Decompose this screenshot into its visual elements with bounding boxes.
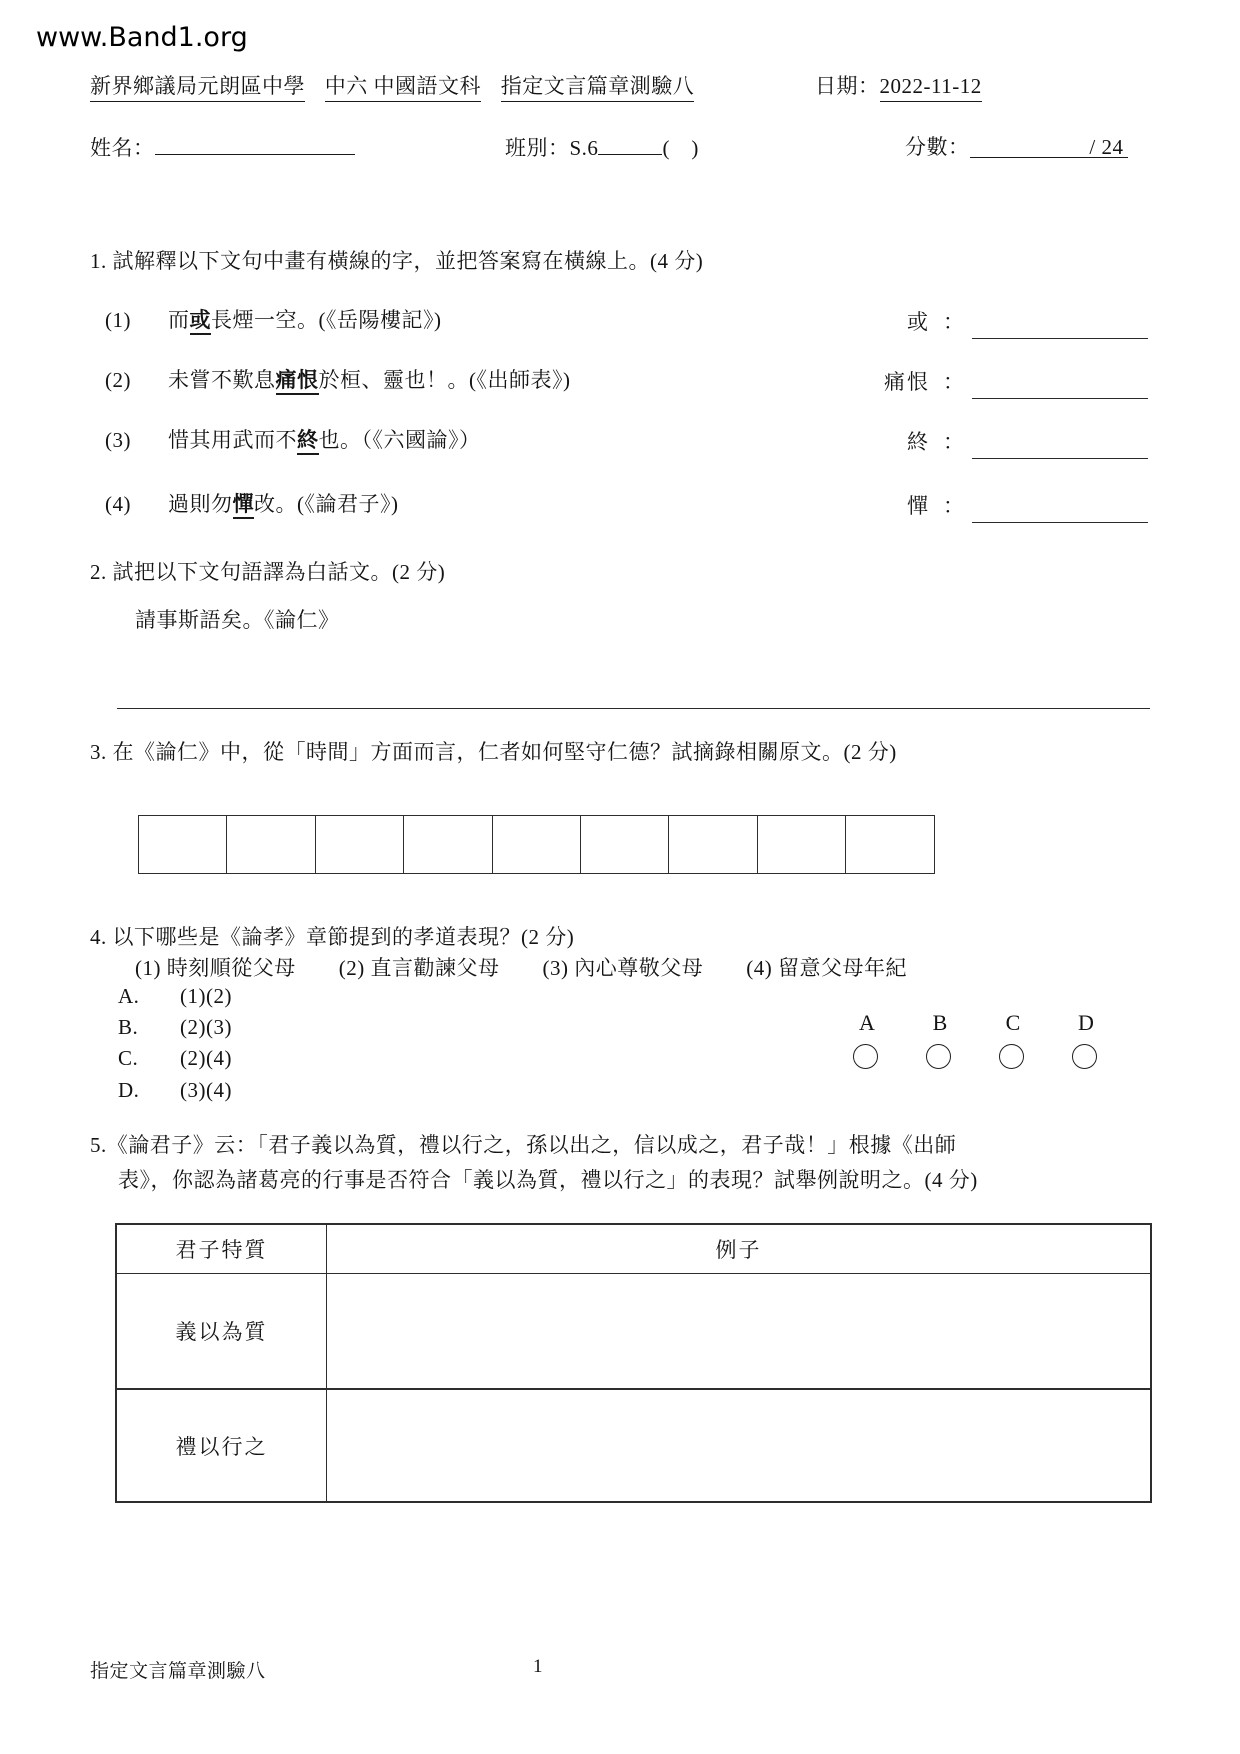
header-title-row bbox=[90, 70, 694, 100]
choice-letter: C. bbox=[118, 1046, 139, 1070]
grid-cell[interactable] bbox=[403, 815, 493, 874]
sentence-text: 也。（《六國論》） bbox=[318, 428, 481, 452]
sentence-text: 惜其用武而不 bbox=[168, 428, 297, 452]
name-block bbox=[90, 131, 355, 162]
q2-heading: 2. 試把以下文句語譯為白話文。(2 分) bbox=[90, 560, 446, 584]
q5-row2-label: 禮以行之 bbox=[117, 1390, 327, 1501]
q3-heading: 3. 在《論仁》中，從「時間」方面而言，仁者如何堅守仁德？試摘錄相關原文。(2 分) bbox=[90, 740, 897, 764]
sentence-text: 而 bbox=[168, 308, 190, 332]
q1-item-4-sentence bbox=[168, 488, 399, 518]
date-block bbox=[815, 70, 982, 100]
grid-cell[interactable] bbox=[315, 815, 405, 874]
q1-heading: 1. 試解釋以下文句中畫有橫線的字，並把答案寫在橫線上。(4 分) bbox=[90, 249, 704, 273]
q1-item-4-answer-word: 憚 bbox=[907, 494, 930, 518]
underlined-word: 終 bbox=[297, 428, 319, 455]
underlined-word: 憚 bbox=[233, 492, 255, 519]
q5-row2-answer-cell[interactable] bbox=[327, 1390, 1150, 1501]
q5-table bbox=[115, 1223, 1152, 1503]
sentence-text: 改。(《論君子》) bbox=[254, 492, 399, 516]
sentence-text: 未嘗不歎息 bbox=[168, 368, 276, 392]
q5-row1-answer-cell[interactable] bbox=[327, 1274, 1150, 1390]
q1-item-3-answer-line[interactable] bbox=[972, 432, 1148, 459]
class-label: 班別：S.6 bbox=[505, 136, 599, 161]
choice-letter: B. bbox=[118, 1015, 139, 1039]
q1-item-1-colon: ： bbox=[943, 310, 965, 334]
answer-bubble-a[interactable] bbox=[853, 1044, 878, 1069]
school-name: 新界鄉議局元朗區中學 bbox=[90, 74, 305, 102]
q5-table-header-example: 例子 bbox=[327, 1225, 1150, 1274]
q5-row1-label: 義以為質 bbox=[117, 1274, 327, 1390]
q1-item-4-answer-line[interactable] bbox=[972, 496, 1148, 523]
score-label: 分數： bbox=[905, 135, 970, 159]
q1-item-2-sentence bbox=[168, 364, 571, 394]
q5-heading-line1: 5.《論君子》云：「君子義以為質，禮以行之，孫以出之，信以成之，君子哉！」根據《出師 bbox=[90, 1133, 957, 1157]
bubble-header-d: D bbox=[1078, 1010, 1094, 1035]
score-block bbox=[905, 131, 1128, 161]
class-subject: 中六 中國語文科 bbox=[325, 74, 481, 102]
score-input-line[interactable] bbox=[970, 135, 1128, 158]
q4-choice-a bbox=[118, 984, 232, 1009]
q1-item-1-answer-word: 或 bbox=[907, 310, 930, 334]
q5-table-header-trait: 君子特質 bbox=[117, 1225, 327, 1274]
class-paren: ( ) bbox=[662, 136, 699, 161]
name-label: 姓名： bbox=[90, 136, 155, 161]
q4-heading: 4. 以下哪些是《論孝》章節提到的孝道表現？(2 分) bbox=[90, 925, 575, 949]
date-label: 日期： bbox=[815, 74, 880, 98]
q5-heading-line2: 表》，你認為諸葛亮的行事是否符合「義以為質，禮以行之」的表現？試舉例說明之。(4 分) bbox=[118, 1168, 978, 1192]
watermark: www.Band1.org bbox=[36, 22, 248, 53]
underlined-word: 或 bbox=[190, 308, 212, 335]
class-block bbox=[505, 131, 699, 162]
q1-item-3-answer-word: 終 bbox=[907, 430, 930, 454]
choice-letter: A. bbox=[118, 984, 140, 1008]
q1-item-1-sentence bbox=[168, 304, 442, 334]
q2-sentence: 請事斯語矣。《論仁》 bbox=[135, 608, 340, 632]
bubble-header-c: C bbox=[1005, 1010, 1021, 1035]
choice-value: (2)(4) bbox=[180, 1046, 232, 1070]
q4-choice-c bbox=[118, 1046, 232, 1071]
q1-item-4-colon: ： bbox=[943, 494, 965, 518]
answer-bubble-b[interactable] bbox=[926, 1044, 951, 1069]
score-total: / 24 bbox=[1089, 135, 1124, 159]
grid-cell[interactable] bbox=[757, 815, 847, 874]
sentence-text: 於桓、靈也！。(《出師表》) bbox=[318, 368, 571, 392]
q1-item-1-number: (1) bbox=[105, 308, 131, 332]
name-input-line[interactable] bbox=[155, 131, 355, 155]
page-number: 1 bbox=[533, 1656, 543, 1677]
class-input-line[interactable] bbox=[598, 131, 662, 155]
q1-item-2-answer-line[interactable] bbox=[972, 372, 1148, 399]
sentence-text: 長煙一空。(《岳陽樓記》) bbox=[211, 308, 442, 332]
q1-item-3-sentence bbox=[168, 424, 481, 454]
grid-cell[interactable] bbox=[580, 815, 670, 874]
q4-options-line: (1) 時刻順從父母 (2) 直言勸諫父母 (3) 內心尊敬父母 (4) 留意父母年紀 bbox=[135, 956, 907, 980]
bubble-header-a: A bbox=[859, 1010, 875, 1035]
q1-item-3-colon: ： bbox=[943, 430, 965, 454]
q1-item-2-number: (2) bbox=[105, 368, 131, 392]
q4-choice-d bbox=[118, 1078, 232, 1103]
q2-answer-line[interactable] bbox=[117, 680, 1150, 709]
q4-choice-b bbox=[118, 1015, 232, 1040]
grid-cell[interactable] bbox=[138, 815, 228, 874]
q1-item-2-answer-word: 痛恨 bbox=[884, 370, 930, 394]
grid-cell[interactable] bbox=[845, 815, 935, 874]
choice-value: (3)(4) bbox=[180, 1078, 232, 1102]
choice-value: (1)(2) bbox=[180, 984, 232, 1008]
choice-value: (2)(3) bbox=[180, 1015, 232, 1039]
choice-letter: D. bbox=[118, 1078, 140, 1102]
paper-title: 指定文言篇章測驗八 bbox=[501, 74, 695, 102]
q1-item-3-number: (3) bbox=[105, 428, 131, 452]
grid-cell[interactable] bbox=[226, 815, 316, 874]
q1-item-2-colon: ： bbox=[943, 370, 965, 394]
grid-cell[interactable] bbox=[668, 815, 758, 874]
bubble-header-b: B bbox=[932, 1010, 948, 1035]
answer-bubble-d[interactable] bbox=[1072, 1044, 1097, 1069]
footer-title: 指定文言篇章測驗八 bbox=[90, 1661, 266, 1682]
date-value: 2022-11-12 bbox=[880, 74, 982, 102]
underlined-word: 痛恨 bbox=[276, 368, 319, 395]
q1-item-1-answer-line[interactable] bbox=[972, 312, 1148, 339]
answer-bubble-c[interactable] bbox=[999, 1044, 1024, 1069]
q1-item-4-number: (4) bbox=[105, 492, 131, 516]
answer-grid bbox=[138, 815, 935, 874]
grid-cell[interactable] bbox=[492, 815, 582, 874]
sentence-text: 過則勿 bbox=[168, 492, 233, 516]
